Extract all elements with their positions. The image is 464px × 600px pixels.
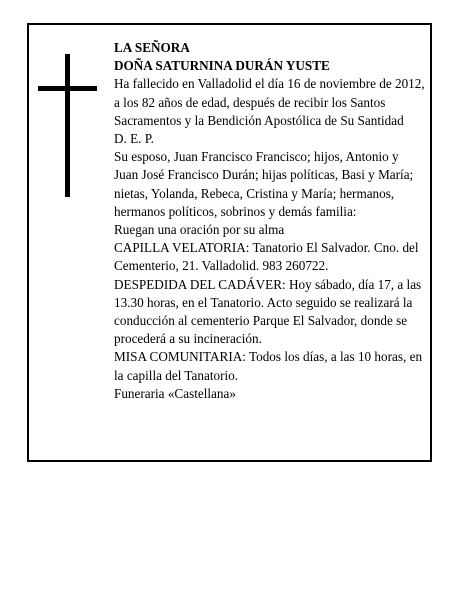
prayer-request: Ruegan una oración por su alma (114, 222, 285, 238)
family-paragraph: Su esposo, Juan Francisco Francisco; hijos, Antonio y Juan José Francisco Durán; hijas políticas, Basi y María; nietas, Yolanda, Rebeca, Cristina y María; hermanos, hermanos políticos, sobrinos y demás familia: (114, 149, 414, 219)
funeral-home: Funeraria «Castellana» (114, 385, 236, 401)
chapel-paragraph: CAPILLA VELATORIA: Tanatorio El Salvador. Cno. del Cementerio, 21. Valladolid. 983 260722. (114, 240, 419, 274)
cross-horizontal-bar (38, 86, 97, 91)
notice-title: LA SEÑORA (114, 40, 190, 55)
cross-vertical-bar (65, 54, 70, 197)
obituary-text-block (114, 39, 426, 403)
dep-line: D. E. P. (114, 131, 154, 147)
latin-cross-icon (38, 54, 97, 197)
deceased-name: DOÑA SATURNINA DURÁN YUSTE (114, 58, 330, 74)
death-paragraph: Ha fallecido en Valladolid el día 16 de noviembre de 2012, a los 82 años de edad, después de recibir los Santos Sacramentos y la Bendición Apostólica de Su Santidad (114, 76, 425, 128)
farewell-paragraph: DESPEDIDA DEL CADÁVER: Hoy sábado, día 17, a las 13.30 horas, en el Tanatorio. Acto seguido se realizará la conducción al cementerio Parque El Salvador, donde se procederá a su incineración. (114, 276, 422, 347)
mass-paragraph: MISA COMUNITARIA: Todos los días, a las 10 horas, en la capilla del Tanatorio. (114, 349, 423, 383)
